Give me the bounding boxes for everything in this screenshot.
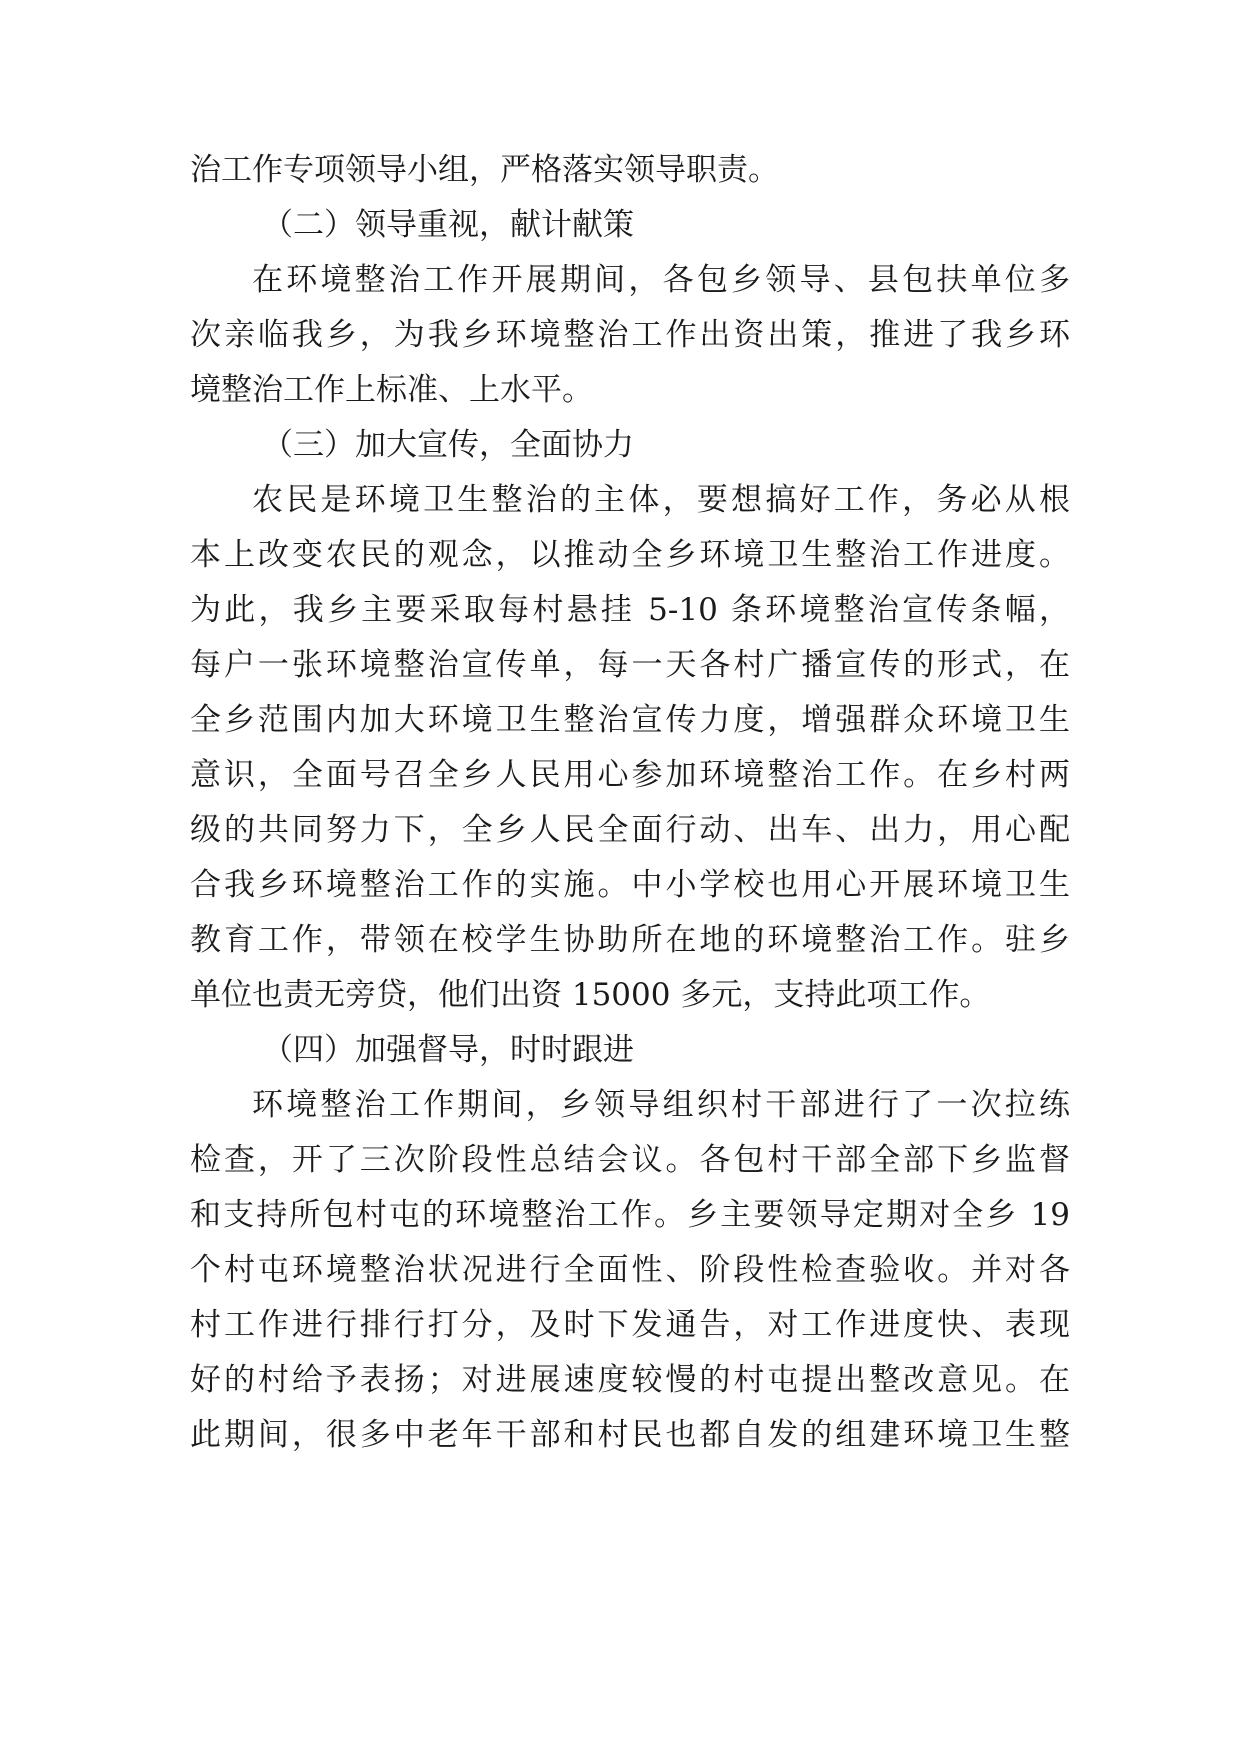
section-heading: （二）领导重视，献计献策: [262, 207, 634, 243]
paragraph-line: 村工作进行排行打分，及时下发通告，对工作进度快、表现: [190, 1307, 1070, 1343]
paragraph-line: 全乡范围内加大环境卫生整治宣传力度，增强群众环境卫生: [190, 702, 1070, 738]
paragraph-line: 教育工作，带领在校学生协助所在地的环境整治工作。驻乡: [190, 922, 1070, 958]
paragraph-line: 级的共同努力下，全乡人民全面行动、出车、出力，用心配: [190, 812, 1070, 848]
paragraph-line: 境整治工作上标准、上水平。: [190, 372, 593, 408]
paragraph-line: 个村屯环境整治状况进行全面性、阶段性检查验收。并对各: [190, 1252, 1070, 1288]
paragraph-line: 好的村给予表扬；对进展速度较慢的村屯提出整改意见。在: [190, 1362, 1070, 1398]
paragraph-line: 次亲临我乡，为我乡环境整治工作出资出策，推进了我乡环: [190, 317, 1070, 353]
paragraph-line: 和支持所包村屯的环境整治工作。乡主要领导定期对全乡 19: [190, 1197, 1070, 1233]
section-heading: （三）加大宣传，全面协力: [262, 427, 634, 463]
paragraph-line: 农民是环境卫生整治的主体，要想搞好工作，务必从根: [252, 482, 1070, 518]
section-heading: （四）加强督导，时时跟进: [262, 1032, 634, 1068]
paragraph-line: 合我乡环境整治工作的实施。中小学校也用心开展环境卫生: [190, 867, 1070, 903]
paragraph-line: 为此，我乡主要采取每村悬挂 5-10 条环境整治宣传条幅，: [190, 592, 1070, 628]
paragraph-line: 单位也责无旁贷，他们出资 15000 多元，支持此项工作。: [190, 977, 991, 1013]
paragraph-line: 在环境整治工作开展期间，各包乡领导、县包扶单位多: [252, 262, 1070, 298]
paragraph-line: 治工作专项领导小组，严格落实领导职责。: [190, 152, 779, 188]
paragraph-line: 意识，全面号召全乡人民用心参加环境整治工作。在乡村两: [190, 757, 1070, 793]
paragraph-line: 每户一张环境整治宣传单，每一天各村广播宣传的形式，在: [190, 647, 1070, 683]
paragraph-line: 检查，开了三次阶段性总结会议。各包村干部全部下乡监督: [190, 1142, 1070, 1178]
paragraph-line: 此期间，很多中老年干部和村民也都自发的组建环境卫生整: [190, 1417, 1070, 1453]
paragraph-line: 本上改变农民的观念，以推动全乡环境卫生整治工作进度。: [190, 537, 1070, 573]
paragraph-line: 环境整治工作期间，乡领导组织村干部进行了一次拉练: [252, 1087, 1070, 1123]
